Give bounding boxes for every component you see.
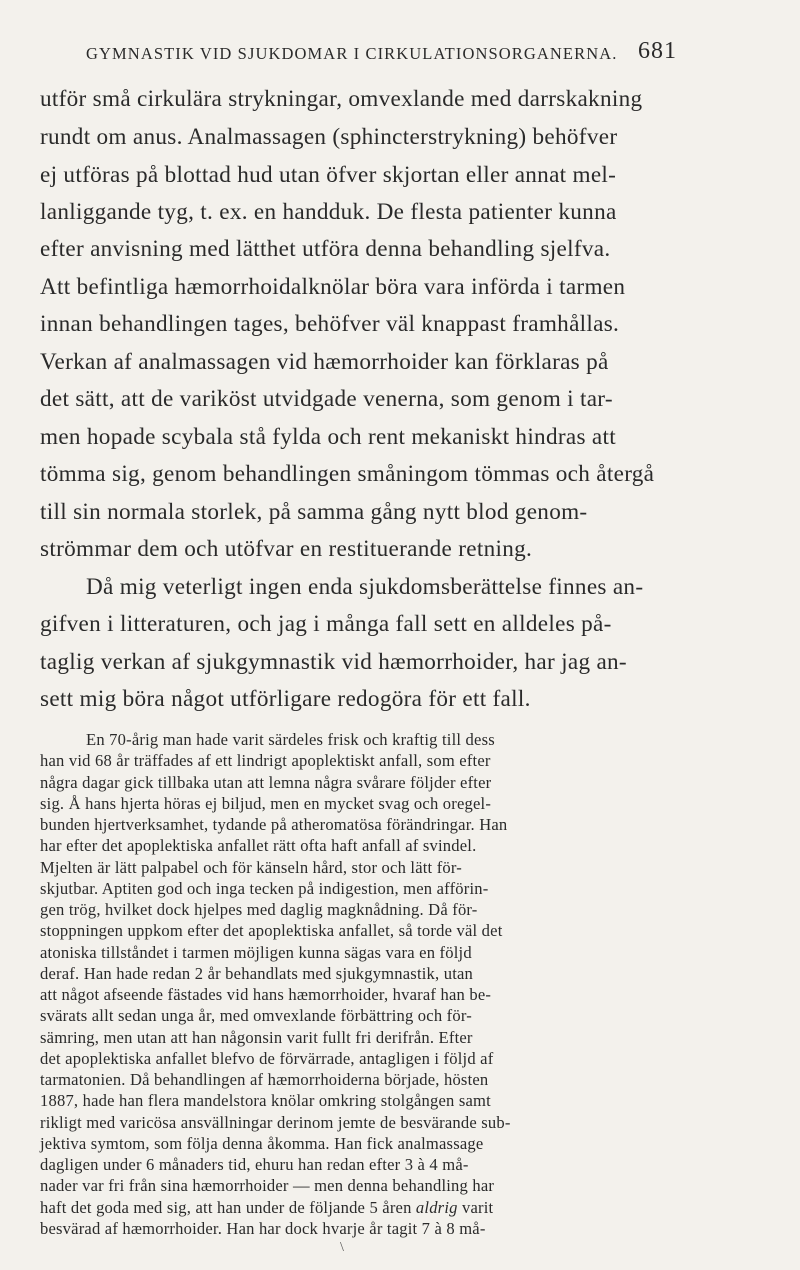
- emphasis-word: aldrig: [415, 1197, 458, 1217]
- case-line-last: besvärad af hæmorrhoider. Han har dock hvarje år tagit 7 à 8 må-: [40, 1218, 486, 1238]
- case-line: tarmatonien. Då behandlingen af hæmorrhoiderna började, hösten: [40, 1070, 489, 1089]
- case-line: att något afseende fästades vid hans hæmorrhoider, hvaraf han be-: [40, 985, 492, 1004]
- text-line: innan behandlingen tages, behöfver väl knappast framhållas.: [40, 311, 620, 337]
- text-line: Verkan af analmassagen vid hæmorrhoider kan förklaras på: [40, 349, 609, 375]
- text-line: taglig verkan af sjukgymnastik vid hæmorrhoider, har jag an-: [40, 649, 627, 675]
- case-line: gen trög, hvilket dock hjelpes med daglig magknådning. Då för-: [40, 900, 478, 919]
- case-line: dagligen under 6 månaders tid, ehuru han redan efter 3 à 4 må-: [40, 1155, 469, 1174]
- text-line: till sin normala storlek, på samma gång nytt blod genom-: [40, 499, 588, 525]
- text-line: utför små cirkulära strykningar, omvexlande med darrskakning: [40, 86, 643, 112]
- case-line: deraf. Han hade redan 2 år behandlats med sjukgymnastik, utan: [40, 963, 474, 983]
- text-line: sett mig böra något utförligare redogöra för ett fall.: [40, 686, 531, 712]
- case-line: jektiva symtom, som följa denna åkomma. Han fick analmassage: [40, 1133, 484, 1153]
- case-line: rikligt med varicösa ansvällningar derinom jemte de besvärande sub-: [40, 1112, 511, 1132]
- text-line: tömma sig, genom behandlingen småningom tömmas och återgå: [40, 461, 655, 487]
- case-line: han vid 68 år träffades af ett lindrigt apoplektiskt anfall, som efter: [40, 751, 491, 771]
- page-number: 681: [638, 38, 677, 64]
- case-line: Mjelten är lätt palpabel och för känseln hård, stor och lätt för-: [40, 857, 462, 877]
- text-line: Att befintliga hæmorrhoidalknölar böra vara införda i tarmen: [40, 274, 626, 300]
- case-line: bunden hjertverksamhet, tydande på atheromatösa förändringar. Han: [40, 815, 508, 834]
- case-line: några dagar gick tillbaka utan att lemna några svårare följder efter: [40, 772, 492, 792]
- text-line: ej utföras på blottad hud utan öfver skjortan eller annat mel-: [40, 162, 617, 188]
- case-line: det apoplektiska anfallet blefvo de förvärrade, antagligen i följd af: [40, 1048, 494, 1068]
- text-line: lanliggande tyg, t. ex. en handduk. De flesta patienter kunna: [40, 199, 617, 225]
- case-line: atoniska tillståndet i tarmen möjligen kunna sägas vara en följd: [40, 942, 472, 962]
- text-line: gifven i litteraturen, och jag i många fall sett en alldeles på-: [40, 611, 612, 637]
- text-line: men hopade scybala stå fylda och rent mekaniskt hindras att: [40, 424, 616, 450]
- text-line: strömmar dem och utöfvar en restituerande retning.: [40, 536, 533, 562]
- running-header: [86, 38, 677, 64]
- case-line: haft det goda med sig, att han under de följande 5 åren aldrig varit: [40, 1197, 494, 1217]
- paragraph-start-line: Då mig veterligt ingen enda sjukdomsberättelse finnes an-: [86, 574, 644, 600]
- case-line: sig. Å hans hjerta höras ej biljud, men en mycket svag och oregel-: [40, 793, 492, 813]
- case-line: sämring, men utan att han någonsin varit fullt fri derifrån. Efter: [40, 1027, 473, 1047]
- text-line: rundt om anus. Analmassagen (sphincterstrykning) behöfver: [40, 124, 618, 150]
- running-title: GYMNASTIK VID SJUKDOMAR I CIRKULATIONSORGANERNA.: [86, 44, 618, 63]
- text-line: efter anvisning med lätthet utföra denna behandling sjelfva.: [40, 236, 611, 262]
- case-line: 1887, hade han flera mandelstora knölar omkring stolgången samt: [40, 1091, 491, 1111]
- text-line: det sätt, att de variköst utvidgade venerna, som genom i tar-: [40, 386, 613, 412]
- case-line: nader var fri från sina hæmorrhoider — men denna behandling har: [40, 1176, 495, 1196]
- case-line: stoppningen uppkom efter det apoplektiska anfallet, så torde väl det: [40, 921, 503, 941]
- case-line: har efter det apoplektiska anfallet rätt ofta haft anfall af svindel.: [40, 836, 477, 856]
- stray-mark: \: [340, 1240, 344, 1255]
- case-line: svärats allt sedan unga år, med omvexlande förbättring och för-: [40, 1006, 472, 1026]
- case-line: skjutbar. Aptiten god och inga tecken på indigestion, men afförin-: [40, 878, 489, 898]
- case-paragraph-start: En 70-årig man hade varit särdeles frisk och kraftig till dess: [86, 730, 495, 749]
